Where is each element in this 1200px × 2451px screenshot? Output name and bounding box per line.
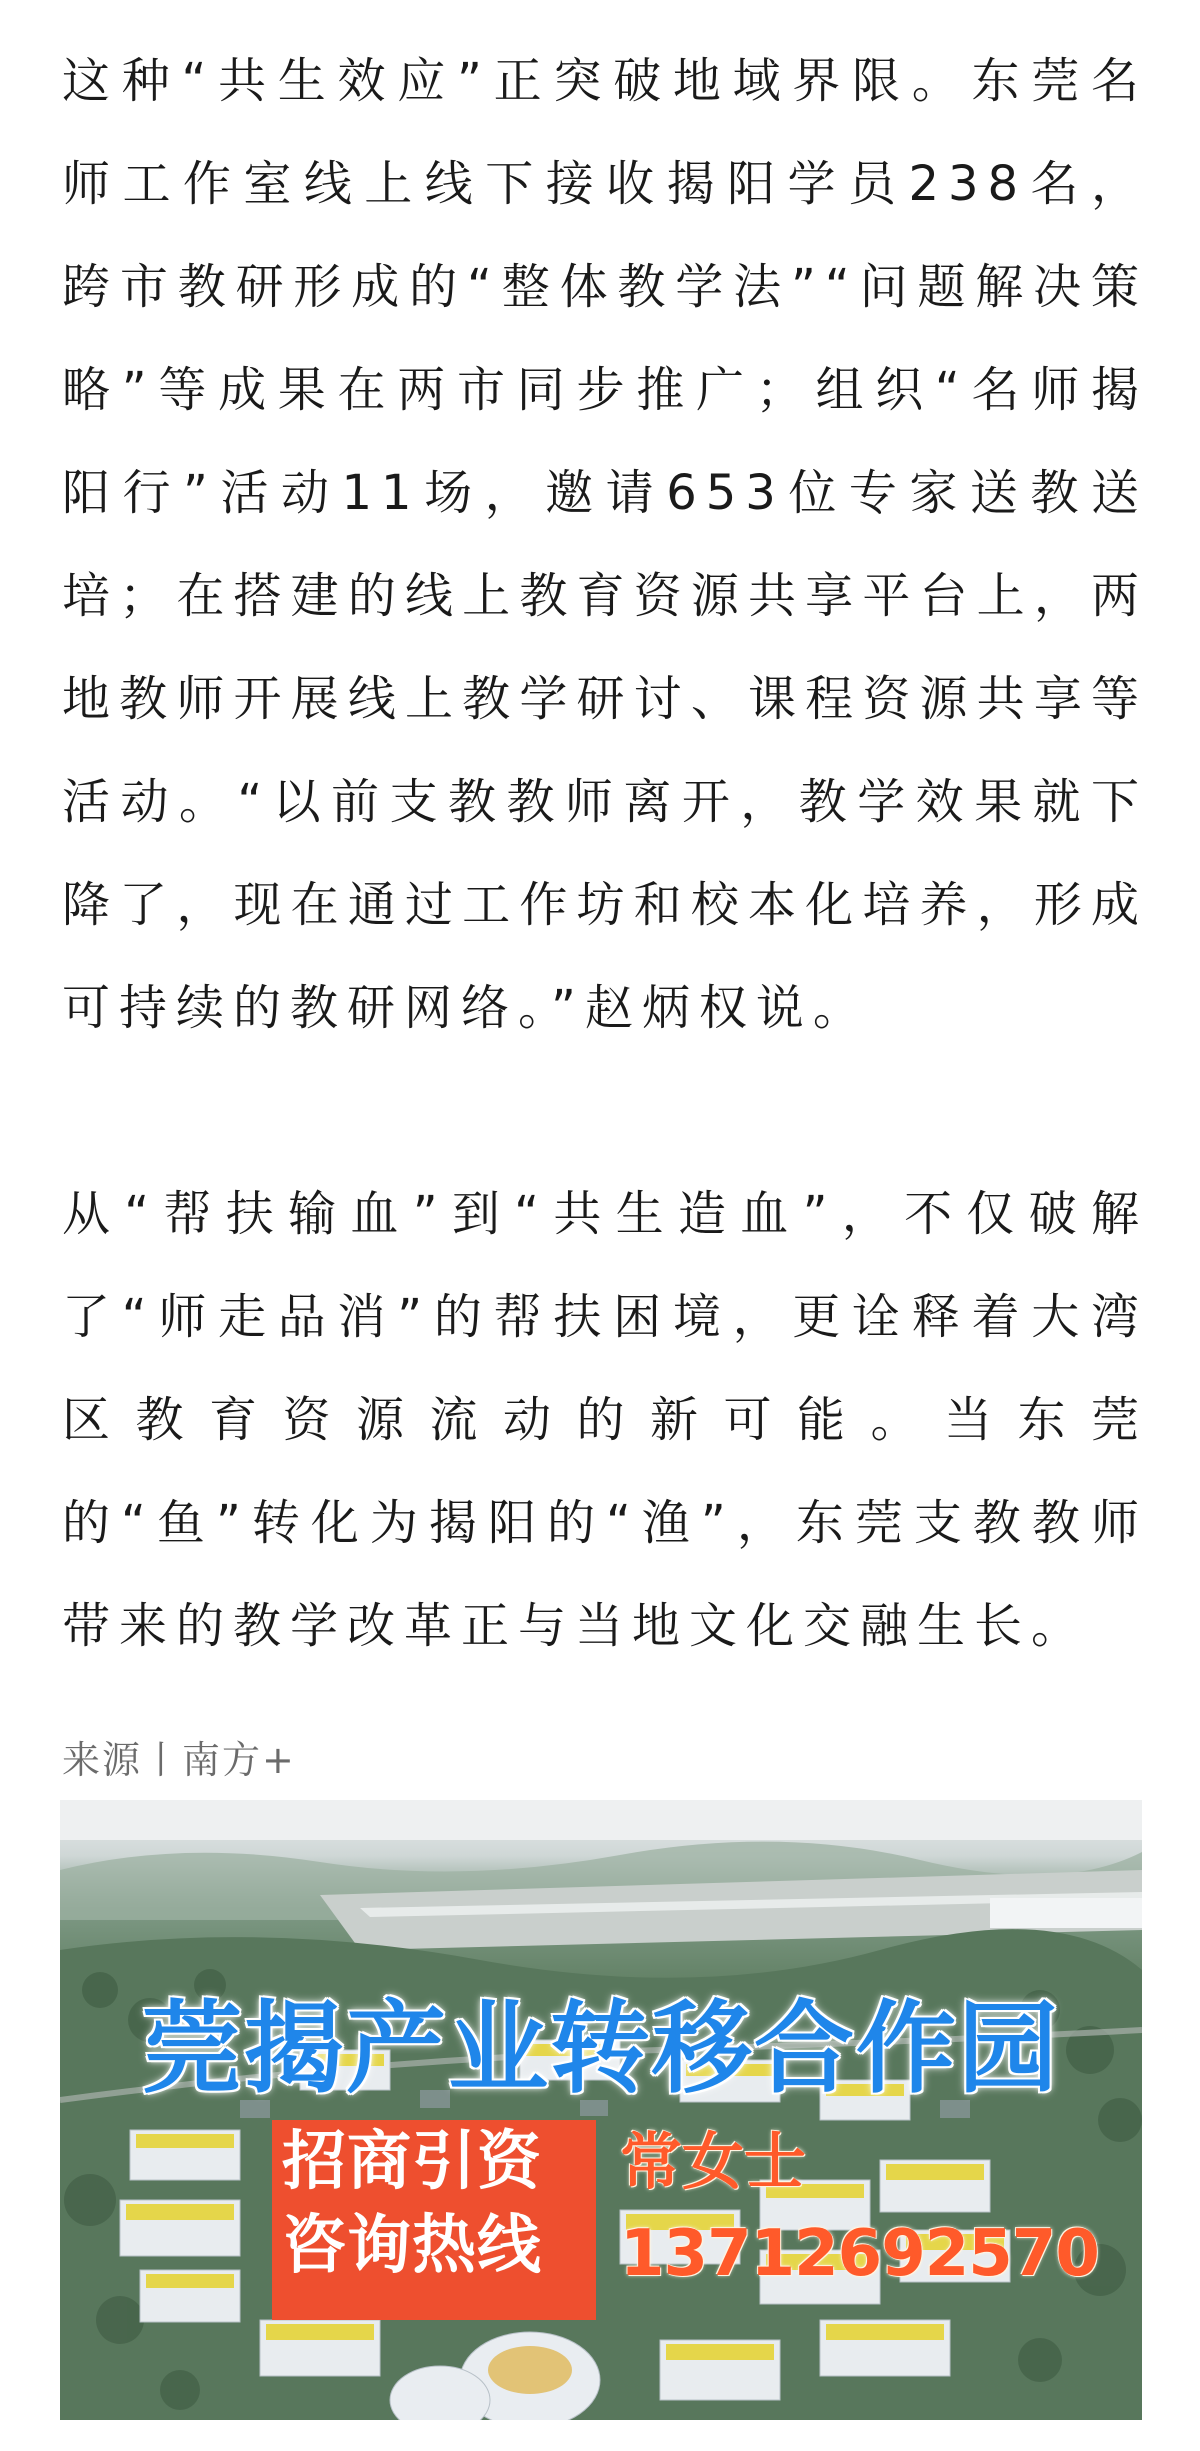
- box-line-investment: 招商引资: [282, 2125, 542, 2199]
- promo-banner-image[interactable]: [60, 1800, 1142, 2420]
- contact-name: 常女士: [620, 2125, 807, 2198]
- article-body: [62, 30, 1148, 1678]
- article-paragraph: 从“帮扶输血”到“共生造血”，不仅破解了“师走品消”的帮扶困境，更诠释着大湾区教育资源流动的新可能。当东莞的“鱼”转化为揭阳的“渔”，东莞支教教师带来的教学改革正与当地文化交融生长。: [62, 1186, 1148, 1654]
- investment-hotline-label-box: [272, 2120, 596, 2320]
- contact-phone: 13712692570: [620, 2217, 1099, 2291]
- box-line-hotline: 咨询热线: [282, 2209, 542, 2283]
- banner-title: 莞揭产业转移合作园: [142, 1990, 1060, 2107]
- source-credit: 来源丨南方+: [62, 1738, 296, 1782]
- contact-info: [620, 2120, 1099, 2304]
- article-paragraph: 这种“共生效应”正突破地域界限。东莞名师工作室线上线下接收揭阳学员238名，跨市教研形成的“整体教学法”“问题解决策略”等成果在两市同步推广；组织“名师揭阳行”活动11场，邀请653位专家送教送培；在搭建的线上教育资源共享平台上，两地教师开展线上教学研讨、课程资源共享等活动。“以前支教教师离开，教学效果就下降了，现在通过工作坊和校本化培养，形成可持续的教研网络。”赵炳权说。: [62, 53, 1148, 1036]
